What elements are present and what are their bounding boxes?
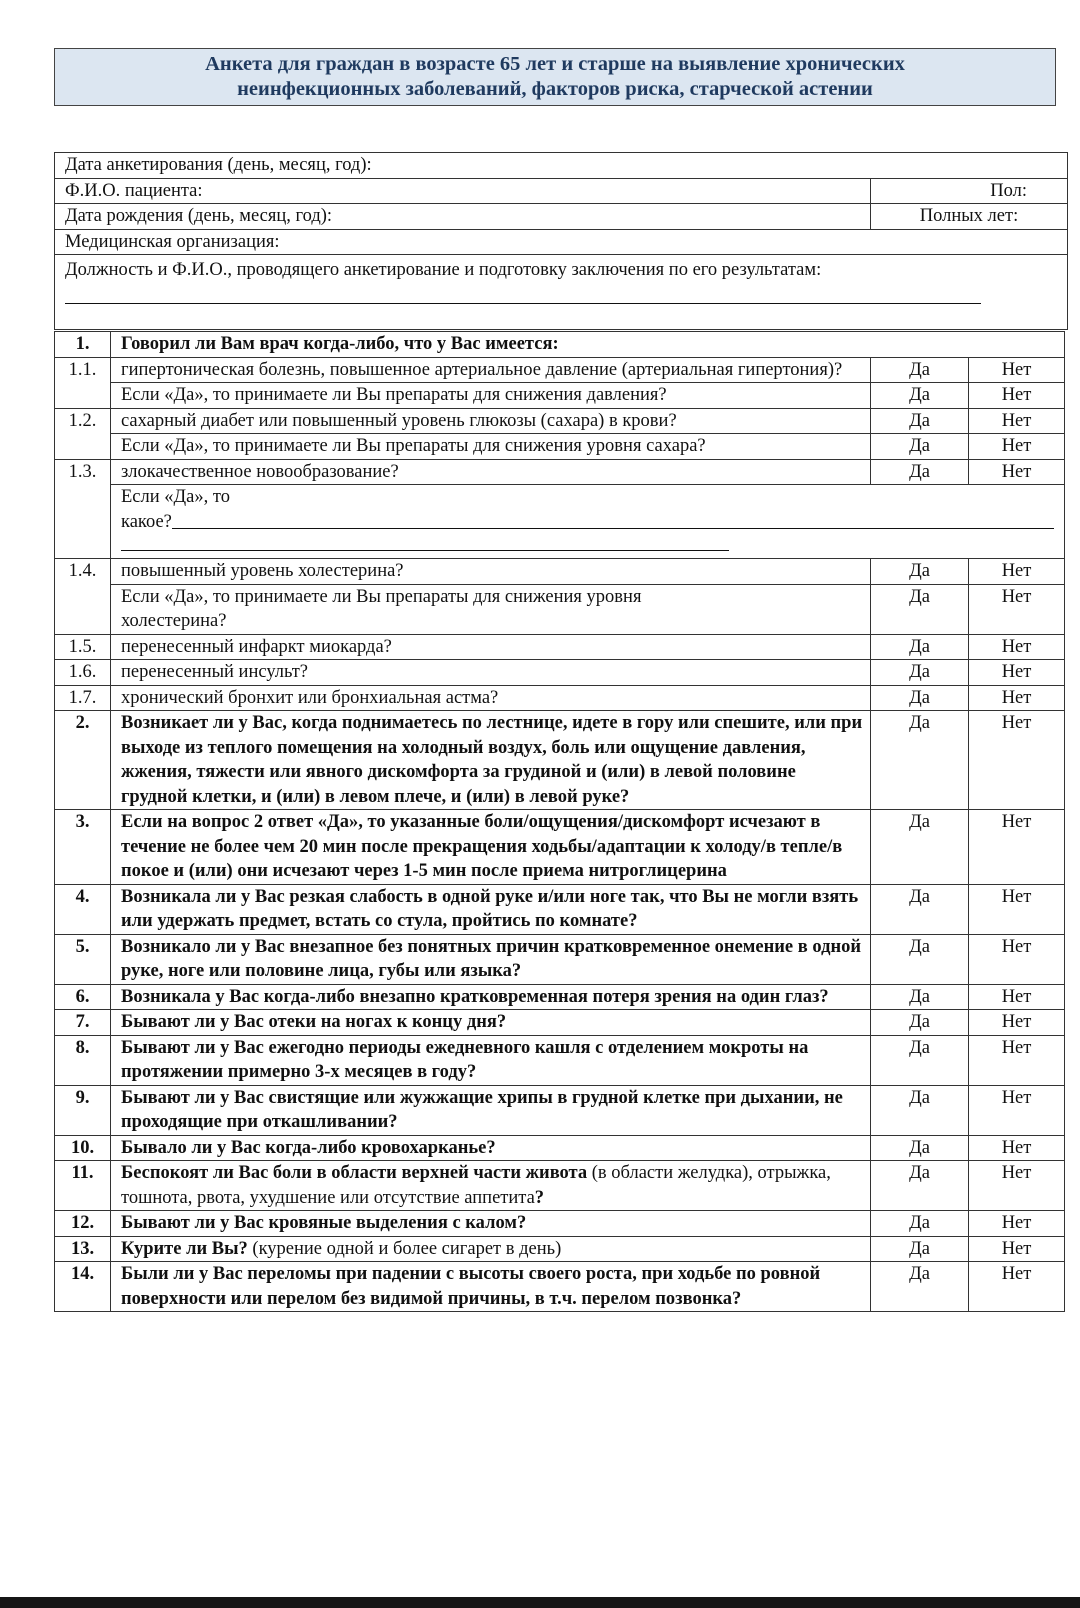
- answer-yes[interactable]: Да: [871, 711, 969, 810]
- question-row-1-4-sub: [55, 584, 1065, 634]
- answer-no[interactable]: Нет: [969, 1085, 1065, 1135]
- question-row-1-2-sub: [55, 434, 1065, 460]
- answer-yes[interactable]: Да: [871, 1085, 969, 1135]
- answer-yes[interactable]: Да: [871, 1135, 969, 1161]
- question-row-1-3-sub: [55, 485, 1065, 559]
- question-number: 1.4.: [55, 559, 111, 635]
- question-row-1-4: [55, 559, 1065, 585]
- questions-table: [54, 331, 1065, 1312]
- answer-yes[interactable]: Да: [871, 1010, 969, 1036]
- answer-no[interactable]: Нет: [969, 584, 1065, 634]
- answer-yes[interactable]: Да: [871, 408, 969, 434]
- question-text: хронический бронхит или бронхиальная астма?: [111, 685, 871, 711]
- question-row-1: [55, 332, 1065, 358]
- question-row-1-6: [55, 660, 1065, 686]
- question-row-9: [55, 1085, 1065, 1135]
- answer-yes[interactable]: Да: [871, 434, 969, 460]
- question-text: [111, 1161, 871, 1211]
- question-number: 6.: [55, 984, 111, 1010]
- question-text: Бывало ли у Вас когда-либо кровохарканье?: [111, 1135, 871, 1161]
- question-number: 5.: [55, 934, 111, 984]
- full-years-field[interactable]: Полных лет:: [871, 204, 1068, 230]
- question-text: Бывают ли у Вас ежегодно периоды ежедневного кашля с отделением мокроты на протяжении примерно 3-х месяцев в году?: [111, 1035, 871, 1085]
- question-row-1-7: [55, 685, 1065, 711]
- answer-yes[interactable]: Да: [871, 383, 969, 409]
- question-number: 1.5.: [55, 634, 111, 660]
- answer-no[interactable]: Нет: [969, 934, 1065, 984]
- answer-no[interactable]: Нет: [969, 634, 1065, 660]
- question-number: 1.2.: [55, 408, 111, 459]
- answer-yes[interactable]: Да: [871, 884, 969, 934]
- question-number: 14.: [55, 1262, 111, 1312]
- answer-yes[interactable]: Да: [871, 1161, 969, 1211]
- answer-no[interactable]: Нет: [969, 884, 1065, 934]
- answer-yes[interactable]: Да: [871, 634, 969, 660]
- question-text: Возникало ли у Вас внезапное без понятных причин кратковременное онемение в одной руке, ноге или половине лица, губы или языка?: [111, 934, 871, 984]
- answer-no[interactable]: Нет: [969, 459, 1065, 485]
- answer-no[interactable]: Нет: [969, 1161, 1065, 1211]
- question-text: [111, 1236, 871, 1262]
- cancer-type-line: [121, 510, 1058, 535]
- question-text: злокачественное новообразование?: [111, 459, 871, 485]
- answer-no[interactable]: Нет: [969, 660, 1065, 686]
- birth-date-field[interactable]: Дата рождения (день, месяц, год):: [55, 204, 871, 230]
- answer-yes[interactable]: Да: [871, 584, 969, 634]
- question-row-14: [55, 1262, 1065, 1312]
- question-text-bold: Беспокоят ли Вас боли в области верхней части живота: [121, 1163, 588, 1183]
- question-text-normal: (курение одной и более сигарет в день): [247, 1238, 562, 1259]
- cancer-type-underline: [172, 528, 1054, 529]
- answer-no[interactable]: Нет: [969, 559, 1065, 585]
- answer-no[interactable]: Нет: [969, 1010, 1065, 1036]
- bottom-bar: [0, 1597, 1080, 1608]
- question-text: сахарный диабет или повышенный уровень глюкозы (сахара) в крови?: [111, 408, 871, 434]
- question-row-1-2: [55, 408, 1065, 434]
- question-row-1-1: [55, 357, 1065, 383]
- question-number: 1.7.: [55, 685, 111, 711]
- answer-yes[interactable]: Да: [871, 459, 969, 485]
- info-row-org: [55, 229, 1068, 255]
- question-row-7: [55, 1010, 1065, 1036]
- question-text-end: ?: [534, 1187, 545, 1208]
- answer-no[interactable]: Нет: [969, 1262, 1065, 1312]
- interviewer-field[interactable]: [55, 255, 1068, 330]
- question-row-10: [55, 1135, 1065, 1161]
- question-number: 3.: [55, 810, 111, 885]
- question-number: 1.3.: [55, 459, 111, 559]
- answer-no[interactable]: Нет: [969, 984, 1065, 1010]
- info-row-name: [55, 178, 1068, 204]
- question-number: 4.: [55, 884, 111, 934]
- question-row-1-1-sub: [55, 383, 1065, 409]
- answer-no[interactable]: Нет: [969, 1236, 1065, 1262]
- question-row-4: [55, 884, 1065, 934]
- question-number: 1.: [55, 332, 111, 358]
- med-org-field[interactable]: Медицинская организация:: [55, 229, 1068, 255]
- question-number: 10.: [55, 1135, 111, 1161]
- question-row-5: [55, 934, 1065, 984]
- question-text: Возникала ли у Вас резкая слабость в одной руке и/или ноге так, что Вы не могли взять или удержать предмет, встать со стула, пройтись по комнате?: [111, 884, 871, 934]
- info-row-interviewer: [55, 255, 1068, 330]
- answer-yes[interactable]: Да: [871, 1262, 969, 1312]
- question-text: Возникала у Вас когда-либо внезапно кратковременная потеря зрения на один глаз?: [111, 984, 871, 1010]
- question-row-12: [55, 1211, 1065, 1237]
- question-text: гипертоническая болезнь, повышенное артериальное давление (артериальная гипертония)?: [111, 357, 871, 383]
- question-text: Если «Да», то принимаете ли Вы препараты для снижения уровня холестерина?: [111, 584, 871, 634]
- question-text: Если на вопрос 2 ответ «Да», то указанные боли/ощущения/дискомфорт исчезают в течение не более чем 20 мин после прекращения ходьбы/адаптации к холоду/в тепле/в покое и (или) они исчезают через 1-5 мин после приема нитроглицерина: [111, 810, 871, 885]
- form-title-line-2: неинфекционных заболеваний, факторов риска, старческой астении: [237, 78, 873, 100]
- cancer-type-underline-2: [121, 550, 729, 551]
- answer-yes[interactable]: Да: [871, 984, 969, 1010]
- question-row-3: [55, 810, 1065, 885]
- question-text-bold: Курите ли Вы?: [121, 1238, 248, 1259]
- question-number: 13.: [55, 1236, 111, 1262]
- question-text: Если «Да», то принимаете ли Вы препараты для снижения давления?: [111, 383, 871, 409]
- answer-no[interactable]: Нет: [969, 408, 1065, 434]
- question-text: перенесенный инфаркт миокарда?: [111, 634, 871, 660]
- question-number: 7.: [55, 1010, 111, 1036]
- cancer-type-field[interactable]: [111, 485, 1065, 559]
- question-number: 8.: [55, 1035, 111, 1085]
- form-title: [54, 48, 1056, 106]
- form-title-line-1: Анкета для граждан в возрасте 65 лет и старше на выявление хронических: [205, 53, 905, 75]
- interviewer-label: Должность и Ф.И.О., проводящего анкетирование и подготовку заключения по его результатам:: [65, 260, 822, 280]
- answer-yes[interactable]: Да: [871, 1035, 969, 1085]
- answer-no[interactable]: Нет: [969, 1035, 1065, 1085]
- answer-no[interactable]: Нет: [969, 810, 1065, 885]
- answer-yes[interactable]: Да: [871, 1236, 969, 1262]
- question-text: Бывают ли у Вас кровяные выделения с калом?: [111, 1211, 871, 1237]
- question-number: 1.1.: [55, 357, 111, 408]
- patient-name-field[interactable]: Ф.И.О. пациента:: [55, 178, 871, 204]
- date-survey-field[interactable]: Дата анкетирования (день, месяц, год):: [55, 153, 1068, 179]
- patient-info-table: [54, 152, 1068, 330]
- question-text: Возникает ли у Вас, когда поднимаетесь по лестнице, идете в гору или спешите, или при выходе из теплого помещения на холодный воздух, боль или ощущение давления, жжения, тяжести или явного дискомфорта за грудиной и (или) в левой половине грудной клетки, и (или) в левом плече, и (или) в левой руке?: [111, 711, 871, 810]
- answer-yes[interactable]: Да: [871, 357, 969, 383]
- question-number: 12.: [55, 1211, 111, 1237]
- answer-yes[interactable]: Да: [871, 559, 969, 585]
- sex-field[interactable]: Пол:: [871, 178, 1068, 204]
- interviewer-signature-line: [65, 303, 981, 304]
- answer-no[interactable]: Нет: [969, 711, 1065, 810]
- question-row-13: [55, 1236, 1065, 1262]
- info-row-birth: [55, 204, 1068, 230]
- answer-yes[interactable]: Да: [871, 1211, 969, 1237]
- info-row-date: [55, 153, 1068, 179]
- answer-no[interactable]: Нет: [969, 383, 1065, 409]
- answer-yes[interactable]: Да: [871, 685, 969, 711]
- question-number: 9.: [55, 1085, 111, 1135]
- question-text: Говорил ли Вам врач когда-либо, что у Вас имеется:: [111, 332, 1065, 358]
- question-text: Бывают ли у Вас свистящие или жужжащие хрипы в грудной клетке при дыхании, не проходящие при откашливании?: [111, 1085, 871, 1135]
- answer-no[interactable]: Нет: [969, 357, 1065, 383]
- question-row-11: [55, 1161, 1065, 1211]
- question-number: 11.: [55, 1161, 111, 1211]
- question-text-normal: (в области желудка), отрыжка, тошнота, рвота, ухудшение или отсутствие аппетита: [121, 1163, 831, 1208]
- answer-yes[interactable]: Да: [871, 660, 969, 686]
- question-row-1-3: [55, 459, 1065, 485]
- cancer-type-label: какое?: [121, 511, 172, 532]
- answer-yes[interactable]: Да: [871, 934, 969, 984]
- question-row-6: [55, 984, 1065, 1010]
- question-row-1-5: [55, 634, 1065, 660]
- question-number: 2.: [55, 711, 111, 810]
- question-text: Были ли у Вас переломы при падении с высоты своего роста, при ходьбе по ровной поверхности или перелом без видимой причины, в т.ч. перелом позвонка?: [111, 1262, 871, 1312]
- cancer-sub-label: Если «Да», то: [121, 487, 230, 507]
- answer-no[interactable]: Нет: [969, 685, 1065, 711]
- answer-no[interactable]: Нет: [969, 1135, 1065, 1161]
- answer-no[interactable]: Нет: [969, 1211, 1065, 1237]
- question-text: Бывают ли у Вас отеки на ногах к концу дня?: [111, 1010, 871, 1036]
- question-text: Если «Да», то принимаете ли Вы препараты для снижения уровня сахара?: [111, 434, 871, 460]
- question-text: перенесенный инсульт?: [111, 660, 871, 686]
- question-number: 1.6.: [55, 660, 111, 686]
- answer-no[interactable]: Нет: [969, 434, 1065, 460]
- question-row-8: [55, 1035, 1065, 1085]
- question-text: повышенный уровень холестерина?: [111, 559, 871, 585]
- answer-yes[interactable]: Да: [871, 810, 969, 885]
- question-row-2: [55, 711, 1065, 810]
